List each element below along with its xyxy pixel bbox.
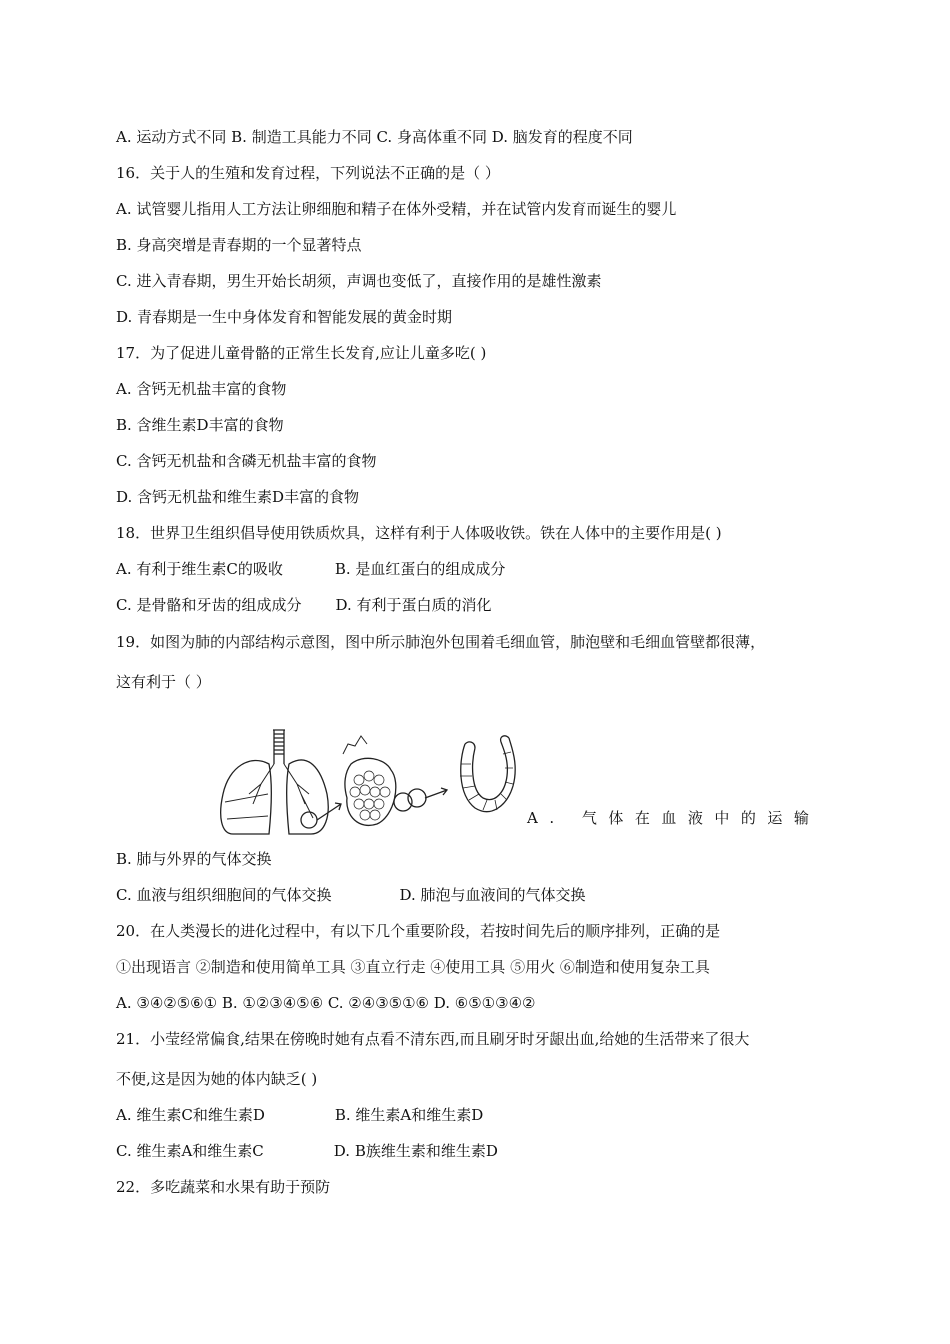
arrow-1 [317,803,341,820]
q17-stem: 17．为了促进儿童骨骼的正常生长发育,应让儿童多吃( ) [116,344,487,362]
q21-stem-line1: 21．小莹经常偏食,结果在傍晚时她有点看不清东西,而且刷牙时牙龈出血,给她的生活带来了很大 [116,1030,750,1048]
capillary-inner [473,742,508,800]
q21-option-a: A. 维生素C和维生素D [116,1106,265,1124]
left-lung [221,761,272,834]
q17-option-c: C. 含钙无机盐和含磷无机盐丰富的食物 [116,452,377,470]
magnify-circle [301,812,317,828]
q19-options-cd [116,885,586,905]
q21-options-ab [116,1105,483,1125]
q22-stem: 22．多吃蔬菜和水果有助于预防 [116,1178,331,1196]
bronchiole [343,736,367,754]
trachea-rings [273,730,285,754]
q18-option-d: D. 有利于蛋白质的消化 [335,596,492,614]
alveoli-cluster [345,758,396,825]
bronchi [249,764,313,818]
q17-option-b: B. 含维生素D丰富的食物 [116,416,284,434]
q19-option-c: C. 血液与组织细胞间的气体交换 [116,886,332,904]
q16-option-b: B. 身高突增是青春期的一个显著特点 [116,236,362,254]
arrow-2 [425,788,447,798]
q21-option-c: C. 维生素A和维生素C [116,1142,264,1160]
trachea [274,730,284,764]
q17-option-a: A. 含钙无机盐丰富的食物 [116,380,287,398]
right-lung [287,760,329,834]
q18-option-b: B. 是血红蛋白的组成成分 [334,560,506,578]
q19-option-b: B. 肺与外界的气体交换 [116,850,272,868]
q16-option-d: D. 青春期是一生中身体发育和智能发展的黄金时期 [116,308,453,326]
q18-options-ab [116,559,505,579]
q19-stem-line1: 19．如图为肺的内部结构示意图，图中所示肺泡外包围着毛细血管，肺泡壁和毛细血管壁都很薄， [116,633,766,651]
q21-option-d: D. B族维生素和维生素D [333,1142,498,1160]
q15-options: A. 运动方式不同 B. 制造工具能力不同 C. 身高体重不同 D. 脑发育的程度不同 [116,128,633,146]
q20-options: A. ③④②⑤⑥① B. ①②③④⑤⑥ C. ②④③⑤①⑥ D. ⑥⑤①③④② [116,994,536,1012]
q19-option-a-text: A. 气体在血液中的运输 [527,809,821,827]
q18-options-cd [116,595,492,615]
q17-option-d: D. 含钙无机盐和维生素D丰富的食物 [116,488,360,506]
q21-option-b: B. 维生素A和维生素D [334,1106,484,1124]
q20-stem: 20．在人类漫长的进化过程中，有以下几个重要阶段，若按时间先后的顺序排列，正确的是 [116,922,721,940]
q18-stem: 18．世界卫生组织倡导使用铁质炊具，这样有利于人体吸收铁。铁在人体中的主要作用是( ) [116,524,722,542]
q21-stem-line2: 不便,这是因为她的体内缺乏( ) [116,1070,318,1088]
q16-option-c: C. 进入青春期，男生开始长胡须，声调也变低了，直接作用的是雄性激素 [116,272,602,290]
q16-stem: 16．关于人的生殖和发育过程，下列说法不正确的是（ ） [116,164,500,182]
q18-option-a: A. 有利于维生素C的吸收 [116,560,283,578]
lung-structure-diagram [213,724,523,840]
q19-stem-line2: 这有利于（ ） [116,673,211,691]
q19-option-a [527,808,837,828]
q21-options-cd [116,1141,498,1161]
q16-option-a: A. 试管婴儿指用人工方法让卵细胞和精子在体外受精，并在试管内发育而诞生的婴儿 [116,200,677,218]
q18-option-c: C. 是骨骼和牙齿的组成成分 [116,596,302,614]
q19-option-d: D. 肺泡与血液间的气体交换 [399,886,586,904]
q20-stages: ①出现语言 ②制造和使用简单工具 ③直立行走 ④使用工具 ⑤用火 ⑥制造和使用复杂工具 [116,958,710,976]
